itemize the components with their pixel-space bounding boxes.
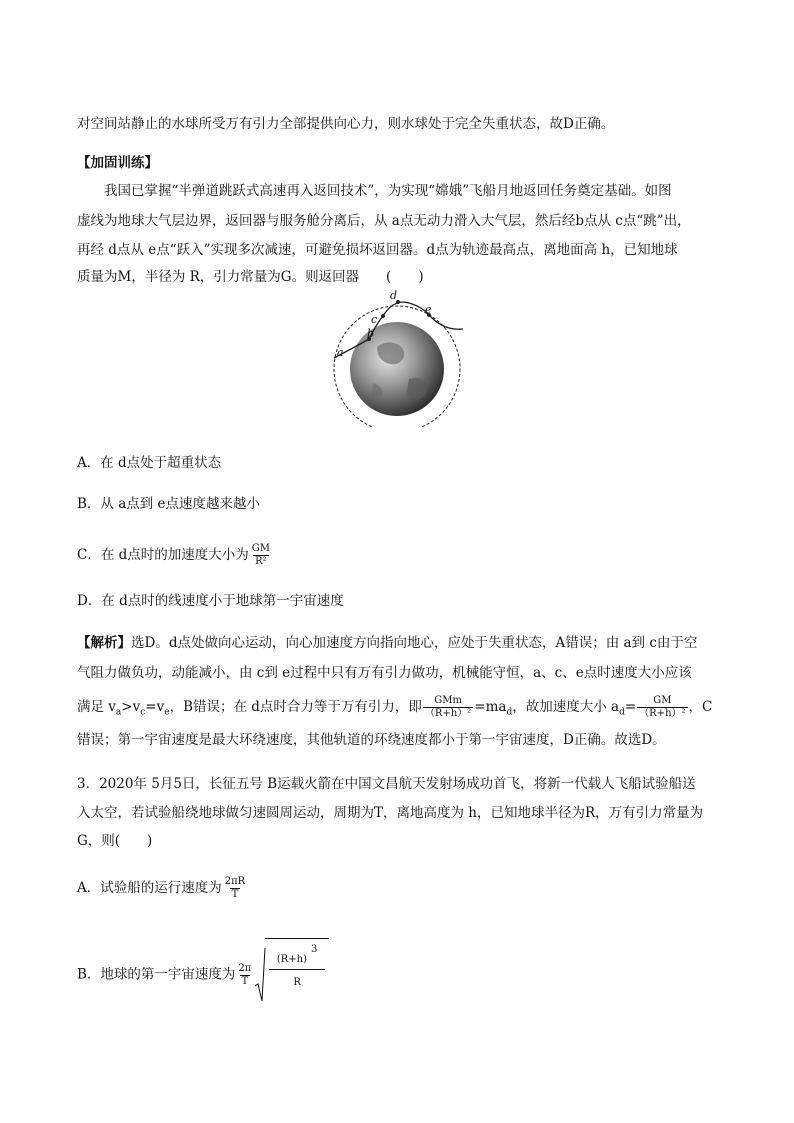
question3-line-2: 入太空，若试验船绕地球做匀速圆周运动，周期为T，离地高度为 h，已知地球半径为R，万有引力常量为 — [77, 805, 704, 821]
analysis-line-2: 气阻力做负功，动能减小，由 c到 e过程中只有万有引力做功，机械能守恒，a、c、e点时速度大小应该 — [77, 665, 692, 681]
fraction-gm: $\frac{GM}{\text{（R+h）²}}$ — [639, 695, 686, 719]
question3-line-3: G，则( ) — [77, 833, 153, 849]
label-b: b — [367, 327, 375, 340]
question-line-3: 再经 d点从 e点“跃入”实现多次减速，可避免损坏返回器。d点为轨迹最高点，离地面高 h，已知地球 — [77, 242, 678, 258]
question-line-4: 质量为M，半径为 R，引力常量为G。则返回器 ( ) — [77, 269, 424, 285]
option-d: D．在 d点时的线速度小于地球第一宇宙速度 — [77, 593, 344, 609]
question3-line-1: 3．2020年 5月5日，长征五号 B运载火箭在中国文昌航天发射场成功首飞，将新一代载人飞船试验船送 — [77, 776, 696, 792]
earth-icon — [350, 322, 444, 416]
question-line-1: 我国已掌握“半弹道跳跃式高速再入返回技术”，为实现“嫦娥”飞船月地返回任务奠定基础。如图 — [104, 183, 672, 199]
square-root-expression — [254, 946, 329, 1004]
analysis-line-1: 【解析】选D。d点处做向心运动，向心加速度方向指向地心，应处于失重状态，A错误；由 a到 c由于空 — [77, 635, 698, 651]
question-line-2: 虚线为地球大气层边界，返回器与服务舱分离后，从 a点无动力滑入大气层，然后经b点从 c点“跳”出， — [77, 213, 691, 229]
fraction-2pir-t: $\frac{2\pi R}{T}$ — [224, 876, 246, 900]
analysis-line-4: 错误；第一宇宙速度是最大环绕速度，其他轨道的环绕速度都小于第一宇宙速度，D正确。故选D。 — [77, 732, 666, 748]
label-a: a — [337, 346, 344, 359]
fraction-gmm: $\frac{\text{GMm}}{\text{（R+h）²}}$ — [424, 695, 472, 719]
label-c: c — [371, 313, 378, 326]
fraction-2pi-t: $\frac{2\pi}{T}$ — [238, 962, 252, 987]
section-heading: 【加固训练】 — [77, 155, 158, 171]
label-d: d — [390, 289, 398, 302]
trajectory-diagram — [325, 287, 475, 427]
option3-a: A．试验船的运行速度为 $\frac{2\pi R}{T}$ — [77, 876, 246, 900]
paragraph-conclusion: 对空间站静止的水球所受万有引力全部提供向心力，则水球处于完全失重状态，故D正确。 — [77, 116, 615, 132]
option-b: B．从 a点到 e点速度越来越小 — [77, 496, 261, 512]
option-c — [77, 543, 273, 568]
analysis-line-3: 满足 $v_a>v_c=v_e$，B错误；在 d点时合力等于万有引力，即 $\frac{\text{GMm}}{\text{（R+h）²}}$ $=ma_d$，故加速度大小 $a_d=$ $\frac{GM}{\text{（R+h）²}}$ ，C — [77, 695, 713, 719]
label-e: e — [425, 303, 432, 316]
root-fraction: (R+h)3 R — [265, 938, 329, 990]
option-a: A．在 d点处于超重状态 — [77, 455, 222, 471]
option3-b: B．地球的第一宇宙速度为 $\frac{2\pi}{T}$ (R+h)3 R — [77, 946, 329, 1004]
fraction-gm-r2: $\frac{GM}{\text{R²}}$ — [251, 543, 270, 567]
option-c-text: C．在 d点时的加速度大小为 — [77, 547, 249, 563]
analysis-label: 【解析】 — [77, 635, 131, 651]
